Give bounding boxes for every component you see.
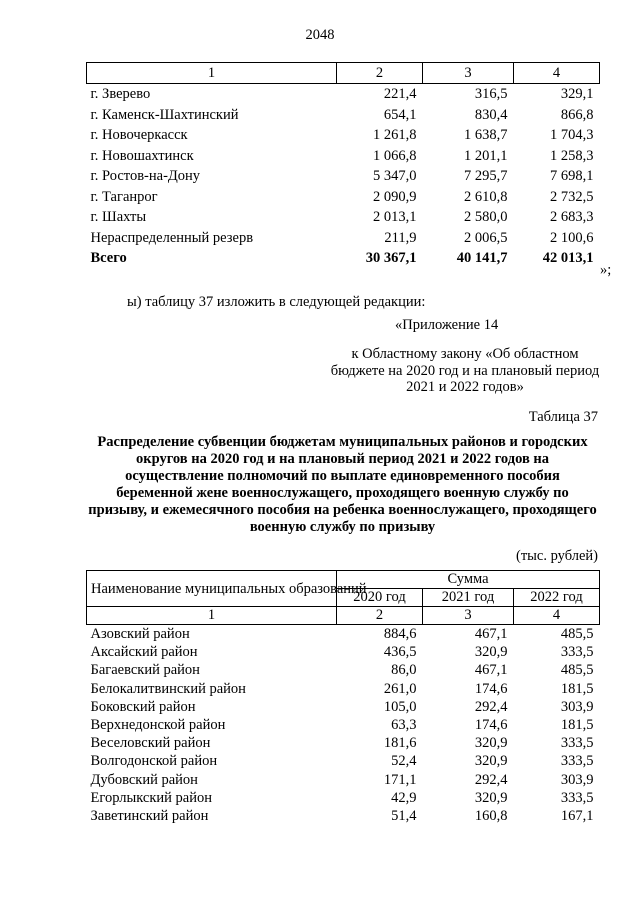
table-row xyxy=(87,187,600,208)
closing-quote: »; xyxy=(600,262,612,278)
table-row xyxy=(87,680,600,698)
value-2021: 320,9 xyxy=(474,789,508,806)
table-header-row xyxy=(87,607,600,625)
value-2020: 436,5 xyxy=(383,644,417,661)
value-2022: 2 100,6 xyxy=(550,229,594,246)
value-2022: 329,1 xyxy=(560,86,594,102)
municipality-name: Заветинский район xyxy=(90,808,209,825)
value-2020: 211,9 xyxy=(384,229,417,246)
table-row xyxy=(87,643,600,661)
value-2022: 485,5 xyxy=(560,662,594,679)
value-2021: 830,4 xyxy=(474,106,508,123)
value-2022: 485,5 xyxy=(560,626,594,642)
value-2021: 174,6 xyxy=(474,717,508,734)
continued-table xyxy=(86,62,600,269)
table-header-row xyxy=(87,63,600,84)
value-2022: 1 258,3 xyxy=(550,147,594,164)
table-label: Таблица 37 xyxy=(528,409,598,425)
appendix-heading: «Приложение 14 xyxy=(395,317,499,333)
table-row xyxy=(87,734,600,752)
municipality-name: Азовский район xyxy=(90,626,190,642)
table-row xyxy=(87,228,600,249)
value-2021: 292,4 xyxy=(474,771,508,788)
column-number: 2 xyxy=(337,63,423,84)
table-row xyxy=(87,807,600,825)
page-number: 2048 xyxy=(305,27,335,43)
column-header-name: Наименование муниципальных образований xyxy=(87,571,337,607)
value-2020: 5 347,0 xyxy=(373,168,417,184)
value-2021: 7 295,7 xyxy=(464,168,508,184)
column-header-year: 2022 год xyxy=(514,589,600,607)
value-2021: 2 610,8 xyxy=(464,188,508,205)
municipality-name: Дубовский район xyxy=(90,771,198,788)
value-2021: 467,1 xyxy=(474,626,508,642)
table-title: Распределение субвенции бюджетам муниципальных районов и городских округов на 2020 год и на плановый период 2021 и 2022 годов на осуществление полномочий по выплате единовременного пособия беременной жене военнослужащего, проходящего военную службу по призыву, и ежемесячного пособия на ребенка военнослужащего, проходящего военную службу по призыву xyxy=(88,434,597,535)
column-number: 3 xyxy=(423,63,514,84)
table-row xyxy=(87,771,600,789)
municipality-name: Волгодонской район xyxy=(90,753,218,770)
municipality-name: г. Каменск-Шахтинский xyxy=(90,106,239,123)
municipality-name: Веселовский район xyxy=(90,735,211,752)
table-row xyxy=(87,207,600,228)
table-row xyxy=(87,661,600,679)
municipality-name: г. Новочеркасск xyxy=(90,127,188,143)
value-2022: 1 704,3 xyxy=(550,127,594,143)
table-row xyxy=(87,789,600,807)
value-2020: 884,6 xyxy=(383,626,417,642)
total-2020: 30 367,1 xyxy=(365,250,417,266)
value-2021: 1 201,1 xyxy=(464,147,508,164)
value-2021: 320,9 xyxy=(474,644,508,661)
value-2021: 292,4 xyxy=(474,698,508,715)
column-number: 1 xyxy=(87,63,337,84)
column-number: 3 xyxy=(423,607,514,625)
value-2020: 261,0 xyxy=(383,680,417,697)
table-row xyxy=(87,752,600,770)
municipality-name: Нераспределенный резерв xyxy=(90,229,254,246)
value-2022: 167,1 xyxy=(560,808,594,825)
table-row xyxy=(87,698,600,716)
table-row xyxy=(87,625,600,644)
municipality-name: Верхнедонской район xyxy=(90,717,226,734)
column-number: 2 xyxy=(337,607,423,625)
table-header-row xyxy=(87,571,600,589)
subvention-table xyxy=(86,570,600,825)
table-row xyxy=(87,716,600,734)
table-row xyxy=(87,84,600,105)
municipality-name: Боковский район xyxy=(90,698,196,715)
value-2020: 63,3 xyxy=(391,717,417,734)
value-2022: 181,5 xyxy=(560,680,594,697)
value-2020: 2 013,1 xyxy=(373,209,417,225)
value-2022: 2 683,3 xyxy=(550,209,594,225)
units-label: (тыс. рублей) xyxy=(516,548,598,564)
value-2020: 1 261,8 xyxy=(373,127,417,143)
value-2022: 181,5 xyxy=(560,717,594,734)
table-row xyxy=(87,105,600,126)
value-2020: 1 066,8 xyxy=(373,147,417,164)
municipality-name: Егорлыкский район xyxy=(90,789,212,806)
value-2022: 2 732,5 xyxy=(550,188,594,205)
value-2021: 320,9 xyxy=(474,735,508,752)
municipality-name: г. Зверево xyxy=(90,86,151,102)
value-2020: 654,1 xyxy=(383,106,417,123)
value-2021: 2 580,0 xyxy=(464,209,508,225)
total-row xyxy=(87,248,600,269)
value-2022: 333,5 xyxy=(560,753,594,770)
total-2022: 42 013,1 xyxy=(542,250,594,266)
column-number: 1 xyxy=(87,607,337,625)
value-2021: 316,5 xyxy=(474,86,508,102)
value-2020: 52,4 xyxy=(391,753,417,770)
value-2021: 320,9 xyxy=(474,753,508,770)
column-header-sum: Сумма xyxy=(337,571,600,589)
total-label: Всего xyxy=(90,250,127,266)
value-2020: 2 090,9 xyxy=(373,188,417,205)
municipality-name: Аксайский район xyxy=(90,644,198,661)
value-2020: 86,0 xyxy=(391,662,417,679)
value-2020: 181,6 xyxy=(383,735,417,752)
column-number: 4 xyxy=(514,607,600,625)
value-2022: 333,5 xyxy=(560,735,594,752)
value-2021: 2 006,5 xyxy=(464,229,508,246)
value-2022: 866,8 xyxy=(560,106,594,123)
value-2020: 51,4 xyxy=(391,808,417,825)
value-2020: 171,1 xyxy=(383,771,417,788)
column-header-year: 2021 год xyxy=(423,589,514,607)
table-row xyxy=(87,125,600,146)
municipality-name: Белокалитвинский район xyxy=(90,680,246,697)
municipality-name: г. Шахты xyxy=(90,209,147,225)
value-2021: 467,1 xyxy=(474,662,508,679)
value-2022: 333,5 xyxy=(560,789,594,806)
table-row xyxy=(87,166,600,187)
value-2022: 333,5 xyxy=(560,644,594,661)
column-number: 4 xyxy=(514,63,600,84)
municipality-name: г. Новошахтинск xyxy=(90,147,194,164)
value-2020: 221,4 xyxy=(383,86,417,102)
value-2021: 174,6 xyxy=(474,680,508,697)
value-2022: 303,9 xyxy=(560,698,594,715)
value-2020: 105,0 xyxy=(383,698,417,715)
municipality-name: г. Ростов-на-Дону xyxy=(90,168,201,184)
table-row xyxy=(87,146,600,167)
law-reference: к Областному закону «Об областном бюджете на 2020 год и на плановый период 2021 и 2022 годов» xyxy=(330,346,600,395)
total-2021: 40 141,7 xyxy=(456,250,508,266)
value-2021: 160,8 xyxy=(474,808,508,825)
value-2020: 42,9 xyxy=(391,789,417,806)
amendment-instruction: ы) таблицу 37 изложить в следующей редакции: xyxy=(127,294,426,310)
value-2021: 1 638,7 xyxy=(464,127,508,143)
municipality-name: Багаевский район xyxy=(90,662,200,679)
value-2022: 303,9 xyxy=(560,771,594,788)
column-header-year: 2020 год xyxy=(337,589,423,607)
municipality-name: г. Таганрог xyxy=(90,188,158,205)
value-2022: 7 698,1 xyxy=(550,168,594,184)
